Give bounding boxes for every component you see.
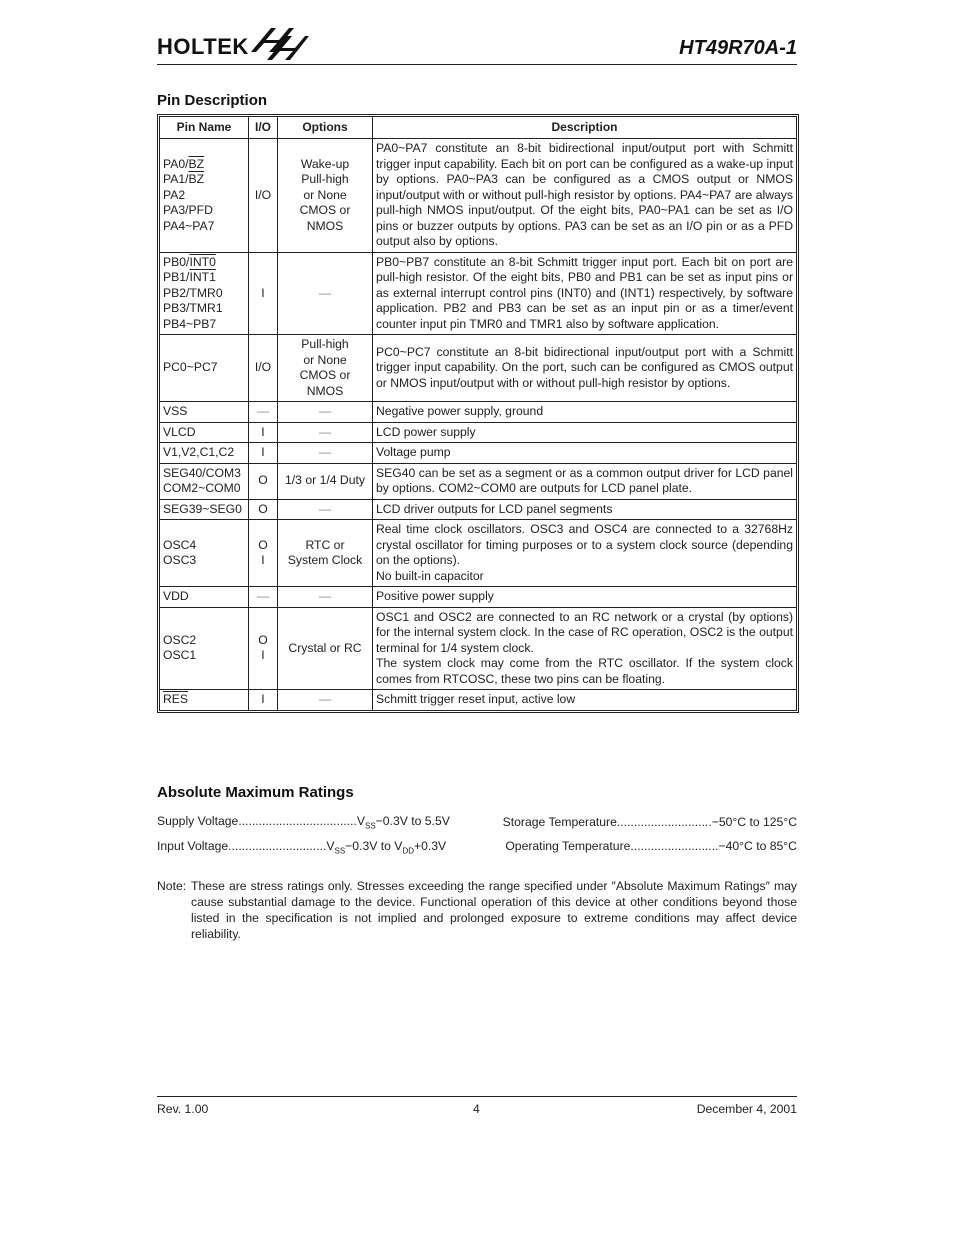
description-text: Voltage pump: [376, 445, 451, 459]
option-text: Crystal or RC: [288, 640, 362, 655]
description-cell: [373, 607, 797, 690]
pin-name: OSC2: [163, 632, 197, 647]
note-text: These are stress ratings only. Stresses exceeding the range specified under ″Absolute Maximum Ratings″ may cause substantial damage to the device. Functional operation of this device at other conditions beyond those listed in the specification is not implied and prolonged exposure to extreme conditions may affect device reliability.: [191, 879, 797, 941]
io-type: I: [261, 424, 265, 439]
document-title: HT49R70A-1: [679, 37, 797, 59]
description-cell: [373, 139, 797, 253]
option-text: —: [318, 424, 332, 439]
pin-name: OSC3: [163, 553, 197, 567]
table-row: [160, 402, 797, 423]
io-type-cell: [249, 587, 278, 608]
voltage-symbol: V: [326, 839, 335, 853]
option-text: Pull-high: [301, 172, 349, 186]
column-header-description: Description: [373, 117, 797, 139]
io-type: I/O: [254, 360, 272, 375]
holtek-logo: [157, 26, 309, 62]
pin-description-table-frame: [157, 114, 799, 713]
holtek-logo-mark-icon: [245, 22, 309, 62]
description-text: LCD power supply: [376, 424, 476, 439]
input-voltage-label: Input Voltage: [157, 839, 229, 853]
options-cell: [278, 463, 373, 499]
pin-name: $\overline{RES}$: [163, 692, 189, 706]
io-type: I: [261, 692, 265, 706]
input-voltage-value: +0.3V: [414, 839, 447, 853]
pin-name-cell: [160, 520, 249, 587]
pin-description-title: Pin Description: [157, 92, 268, 109]
options-cell: [278, 587, 373, 608]
description-text: SEG40 can be set as a segment or as a common output driver for LCD panel by options. COM2~COM0 are outputs for LCD panel plate.: [376, 465, 793, 495]
pin-name: PB0/INT0: [163, 254, 216, 269]
description-text: Negative power supply, ground: [376, 404, 544, 418]
pin-name: COM2~COM0: [163, 481, 241, 495]
io-type-cell: [249, 252, 278, 335]
option-text: CMOS or: [299, 203, 351, 217]
pin-name-cell: [160, 607, 249, 690]
description-cell: [373, 520, 797, 587]
io-type: I: [261, 648, 265, 663]
voltage-subscript-dd: DD: [402, 846, 414, 856]
options-cell: [278, 335, 373, 402]
pin-name: VDD: [163, 589, 189, 603]
table-header-row: [160, 117, 797, 139]
description-cell: [373, 499, 797, 520]
description-cell: [373, 443, 797, 464]
storage-temperature-rating: [503, 815, 797, 829]
io-type: I: [261, 445, 265, 459]
voltage-subscript: SS: [364, 821, 376, 831]
io-type: I/O: [254, 187, 272, 202]
table-row: [160, 690, 797, 711]
pin-name: PB3/TMR1: [163, 301, 223, 315]
io-type: O: [258, 473, 268, 488]
io-type: O: [258, 537, 268, 552]
io-type-cell: [249, 422, 278, 443]
stress-note: [157, 878, 797, 942]
option-text: CMOS or: [299, 368, 351, 382]
option-text: or None: [303, 187, 347, 202]
option-text: —: [318, 501, 332, 516]
pin-description-table: [159, 116, 797, 711]
description-text: PA0~PA7 constitute an 8-bit bidirectional input/output port with Schmitt trigger input capability. Each bit on port can be configured as a wake-up input by options. PA0~PA3 can be configured as a CMOS output or NMOS input/output with or without pull-high resistor by options. PA4~PA7 are always pull-high NMOS input/output. Of the eight bits, PA0~PA1 can be set as I/O pins or buzzer outputs by options. PA3 can be set as an I/O pin or as a PFD output also by options.: [376, 141, 793, 248]
io-type: —: [256, 404, 270, 418]
column-header-options: Options: [278, 117, 373, 139]
io-type-cell: [249, 139, 278, 253]
pin-name-cell: [160, 587, 249, 608]
description-text: Schmitt trigger reset input, active low: [376, 692, 576, 706]
leader-dots: ...................................: [238, 814, 357, 828]
pin-name: PA4~PA7: [163, 218, 215, 233]
logo-text: HOLTEK: [157, 34, 249, 59]
option-text: —: [318, 285, 332, 300]
document-date: December 4, 2001: [696, 1102, 797, 1116]
input-voltage-rating: [157, 839, 446, 855]
options-cell: [278, 690, 373, 711]
supply-voltage-rating: [157, 814, 450, 830]
pin-name: VSS: [163, 404, 188, 418]
table-row: [160, 587, 797, 608]
option-text: or None: [303, 352, 347, 367]
pin-name: OSC1: [163, 648, 197, 663]
operating-temperature-label: Operating Temperature: [505, 839, 631, 853]
page-number: 4: [473, 1102, 480, 1116]
voltage-symbol: V: [356, 814, 365, 828]
ratings-title: Absolute Maximum Ratings: [157, 784, 354, 801]
pin-name: PB1/INT1: [163, 270, 216, 284]
pin-name: PB2/TMR0: [163, 285, 223, 300]
options-cell: [278, 443, 373, 464]
table-row: [160, 520, 797, 587]
options-cell: [278, 499, 373, 520]
supply-voltage-value: −0.3V to 5.5V: [375, 814, 450, 828]
pin-name-cell: [160, 335, 249, 402]
description-text: Positive power supply: [376, 589, 494, 603]
revision-label: Rev. 1.00: [157, 1102, 209, 1116]
io-type-cell: [249, 607, 278, 690]
pin-name-cell: [160, 463, 249, 499]
io-type-cell: [249, 443, 278, 464]
table-row: [160, 422, 797, 443]
description-text: No built-in capacitor: [376, 568, 484, 583]
description-text: OSC1 and OSC2 are connected to an RC network or a crystal (by options) for the internal system clock. In the case of RC operation, OSC2 is the output terminal for 1/4 system clock.: [376, 609, 793, 655]
pin-name: PB4~PB7: [163, 316, 217, 331]
pin-name: PC0~PC7: [163, 360, 218, 375]
pin-name-cell: [160, 402, 249, 423]
options-cell: [278, 252, 373, 335]
column-header-io: I/O: [249, 117, 278, 139]
pin-name-cell: [160, 690, 249, 711]
option-text: —: [318, 589, 332, 603]
page-header: [157, 12, 797, 65]
option-text: Wake-up: [300, 156, 350, 171]
pin-name-cell: [160, 499, 249, 520]
io-type-cell: [249, 499, 278, 520]
description-cell: [373, 252, 797, 335]
storage-temperature-label: Storage Temperature: [502, 815, 617, 829]
options-cell: [278, 607, 373, 690]
pin-name: OSC4: [163, 537, 197, 552]
option-text: —: [318, 404, 332, 418]
description-cell: [373, 422, 797, 443]
column-header-pin-name: Pin Name: [160, 117, 249, 139]
pin-name-cell: [160, 422, 249, 443]
pin-name: V1,V2,C1,C2: [163, 445, 235, 459]
io-type: O: [258, 632, 268, 647]
supply-voltage-label: Supply Voltage: [157, 814, 239, 828]
options-cell: [278, 139, 373, 253]
option-text: Pull-high: [301, 337, 349, 351]
option-text: RTC or: [305, 537, 345, 552]
leader-dots: ............................: [616, 815, 712, 829]
voltage-subscript: SS: [334, 846, 346, 856]
option-text: —: [318, 692, 332, 706]
io-type-cell: [249, 335, 278, 402]
pin-table-body: [160, 139, 797, 711]
table-row: [160, 139, 797, 253]
pin-name: SEG39~SEG0: [163, 501, 242, 516]
io-type: O: [258, 501, 268, 516]
table-row: [160, 463, 797, 499]
table-row: [160, 335, 797, 402]
pin-name-cell: [160, 443, 249, 464]
pin-name: PA3/PFD: [163, 203, 213, 217]
io-type: —: [256, 589, 270, 603]
option-text: NMOS: [306, 383, 344, 398]
input-voltage-mid: −0.3V to V: [345, 839, 403, 853]
description-text: PB0~PB7 constitute an 8-bit Schmitt trigger input port. Each bit on port are pull-high resistor. Of the eight bits, PB0 and PB1 can be set as input pins or as external interrupt control pins (INT0) and (INT1) respectively, by software application. PB2 and PB3 can be set as an input pin or as a timer/event counter input pin TMR0 and TMR1 also by software application.: [376, 254, 793, 331]
operating-temperature-value: −40°C to 85°C: [718, 839, 797, 853]
io-type-cell: [249, 520, 278, 587]
description-cell: [373, 587, 797, 608]
options-cell: [278, 402, 373, 423]
pin-name-cell: [160, 252, 249, 335]
pin-name: $PA1/\overline{BZ}$: [163, 172, 205, 186]
operating-temperature-rating: [505, 839, 797, 853]
description-cell: [373, 402, 797, 423]
pin-name: PA2: [163, 187, 186, 202]
description-cell: [373, 463, 797, 499]
table-row: [160, 443, 797, 464]
options-cell: [278, 520, 373, 587]
options-cell: [278, 422, 373, 443]
pin-name: VLCD: [163, 424, 196, 439]
table-row: [160, 499, 797, 520]
description-cell: [373, 335, 797, 402]
option-text: NMOS: [306, 218, 344, 233]
description-text: The system clock may come from the RTC oscillator. If the system clock comes from RTCOSC, these two pins can be floating.: [376, 656, 793, 686]
option-text: 1/3 or 1/4 Duty: [285, 473, 365, 488]
io-type-cell: [249, 690, 278, 711]
io-type-cell: [249, 463, 278, 499]
leader-dots: .............................: [228, 839, 327, 853]
description-cell: [373, 690, 797, 711]
io-type: I: [261, 285, 265, 300]
table-row: [160, 252, 797, 335]
option-text: System Clock: [287, 553, 363, 567]
leader-dots: ..........................: [630, 839, 719, 853]
note-label: Note:: [157, 879, 187, 893]
io-type-cell: [249, 402, 278, 423]
description-text: LCD driver outputs for LCD panel segments: [376, 501, 613, 516]
storage-temperature-value: −50°C to 125°C: [711, 815, 797, 829]
pin-name: $PA0/\overline{BZ}$: [163, 156, 205, 171]
page-footer: [157, 1096, 797, 1121]
description-text: PC0~PC7 constitute an 8-bit bidirectional input/output port with a Schmitt trigger input capability. On the port, such can be configured as CMOS output or NMOS input/output with or without pull-high resistor by options.: [376, 344, 793, 390]
io-type: I: [261, 553, 265, 567]
pin-name-cell: [160, 139, 249, 253]
description-text: Real time clock oscillators. OSC3 and OSC4 are connected to a 32768Hz crystal oscillator for timing purposes or to a system clock source (depending on the options).: [376, 522, 793, 567]
table-row: [160, 607, 797, 690]
pin-name: SEG40/COM3: [163, 465, 241, 480]
option-text: —: [318, 445, 332, 459]
